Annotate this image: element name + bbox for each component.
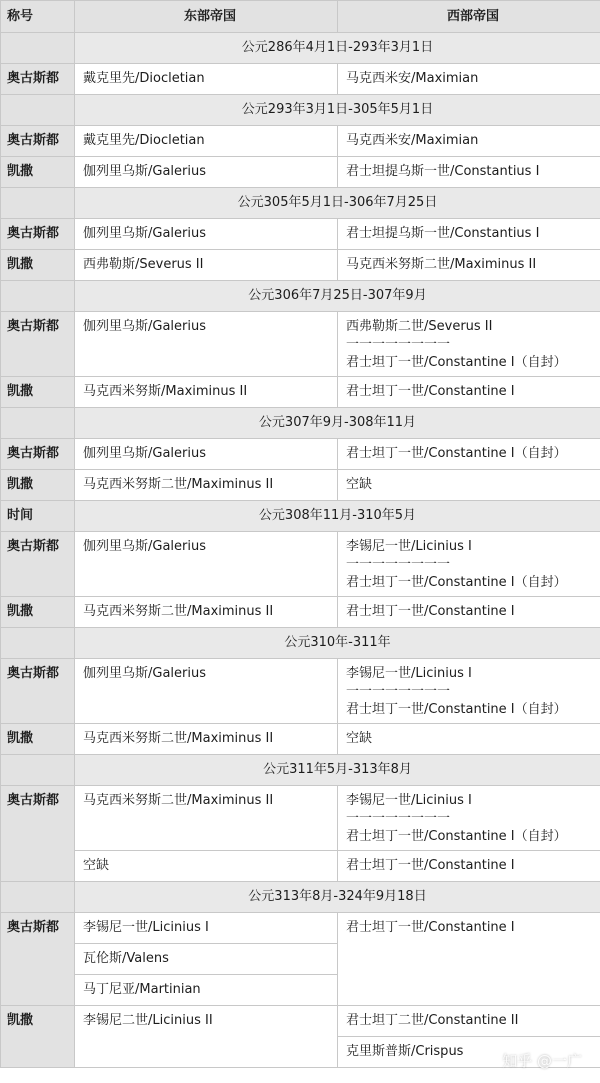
east-cell: 马丁尼亚/Martinian: [75, 975, 338, 1006]
row-label: 奥古斯都: [1, 219, 75, 250]
period-text: 公元308年11月-310年5月: [75, 501, 600, 532]
east-cell: 马克西米努斯/Maximinus II: [75, 377, 338, 408]
east-cell: 戴克里先/Diocletian: [75, 64, 338, 95]
east-cell: 李锡尼一世/Licinius I: [75, 913, 338, 944]
row-label: 奥古斯都: [1, 312, 75, 377]
west-cell: 君士坦丁一世/Constantine I: [338, 913, 600, 1006]
cell-line: 李锡尼一世/Licinius I: [346, 666, 472, 681]
period-row: [1, 628, 600, 659]
west-cell: [338, 786, 600, 851]
west-cell: 马克西米努斯二世/Maximinus II: [338, 250, 600, 281]
west-cell: [338, 659, 600, 724]
table-row: [1, 126, 600, 157]
row-label: 奥古斯都: [1, 64, 75, 95]
row-label: [1, 33, 75, 64]
east-cell: 马克西米努斯二世/Maximinus II: [75, 786, 338, 851]
row-label: [1, 628, 75, 659]
east-cell: 马克西米努斯二世/Maximinus II: [75, 470, 338, 501]
west-cell: 君士坦丁一世/Constantine I: [338, 377, 600, 408]
row-label: 凯撒: [1, 1006, 75, 1068]
row-label: 奥古斯都: [1, 786, 75, 882]
west-cell: [338, 312, 600, 377]
row-label: [1, 281, 75, 312]
west-cell: 君士坦提乌斯一世/Constantius I: [338, 157, 600, 188]
row-label: 奥古斯都: [1, 913, 75, 1006]
table-row: [1, 470, 600, 501]
period-text: 公元310年-311年: [75, 628, 600, 659]
row-label: [1, 188, 75, 219]
west-cell: 空缺: [338, 470, 600, 501]
table-row: [1, 250, 600, 281]
east-cell: 伽列里乌斯/Galerius: [75, 659, 338, 724]
table-row: [1, 64, 600, 95]
east-cell: 戴克里先/Diocletian: [75, 126, 338, 157]
header-title: 称号: [1, 1, 75, 33]
cell-line: 君士坦丁一世/Constantine I（自封）: [346, 829, 567, 844]
table-row: [1, 724, 600, 755]
row-label: [1, 755, 75, 786]
row-label: 凯撒: [1, 157, 75, 188]
row-label: [1, 408, 75, 439]
period-text: 公元306年7月25日-307年9月: [75, 281, 600, 312]
east-cell: 马克西米努斯二世/Maximinus II: [75, 597, 338, 628]
cell-line: 君士坦丁一世/Constantine I（自封）: [346, 575, 567, 590]
east-cell: 马克西米努斯二世/Maximinus II: [75, 724, 338, 755]
row-label: 奥古斯都: [1, 126, 75, 157]
cell-line: 君士坦丁一世/Constantine I（自封）: [346, 355, 567, 370]
west-cell: 马克西米安/Maximian: [338, 64, 600, 95]
table-row: [1, 157, 600, 188]
table-header-row: [1, 1, 600, 33]
cell-line: 一一一一一一一一: [346, 684, 451, 699]
row-label: 奥古斯都: [1, 439, 75, 470]
table-row: [1, 377, 600, 408]
period-text: 公元313年8月-324年9月18日: [75, 882, 600, 913]
table-row: [1, 597, 600, 628]
table-row: [1, 786, 600, 851]
east-cell: 空缺: [75, 851, 338, 882]
west-cell: 君士坦提乌斯一世/Constantius I: [338, 219, 600, 250]
row-label: 凯撒: [1, 470, 75, 501]
west-cell: 克里斯普斯/Crispus: [338, 1037, 600, 1068]
table-row: [1, 1006, 600, 1037]
west-cell: 君士坦丁一世/Constantine I: [338, 851, 600, 882]
cell-line: 李锡尼一世/Licinius I: [346, 539, 472, 554]
table-row: [1, 659, 600, 724]
row-label: 时间: [1, 501, 75, 532]
period-row: [1, 33, 600, 64]
table-row: [1, 913, 600, 944]
east-cell: 伽列里乌斯/Galerius: [75, 312, 338, 377]
period-text: 公元286年4月1日-293年3月1日: [75, 33, 600, 64]
header-east: 东部帝国: [75, 1, 338, 33]
cell-line: 西弗勒斯二世/Severus II: [346, 319, 493, 334]
east-cell: 李锡尼二世/Licinius II: [75, 1006, 338, 1068]
west-cell: 君士坦丁一世/Constantine I（自封）: [338, 439, 600, 470]
row-label: [1, 882, 75, 913]
table-row: [1, 312, 600, 377]
cell-line: 君士坦丁一世/Constantine I（自封）: [346, 702, 567, 717]
west-cell: 马克西米安/Maximian: [338, 126, 600, 157]
watermark: 知乎 @一广: [502, 1052, 582, 1070]
table-row: [1, 851, 600, 882]
period-row: [1, 882, 600, 913]
table-row: [1, 439, 600, 470]
row-label: 凯撒: [1, 724, 75, 755]
period-row: [1, 95, 600, 126]
east-cell: 伽列里乌斯/Galerius: [75, 219, 338, 250]
period-row: [1, 188, 600, 219]
west-cell: 君士坦丁一世/Constantine I: [338, 597, 600, 628]
table-row: [1, 532, 600, 597]
row-label: [1, 95, 75, 126]
east-cell: 瓦伦斯/Valens: [75, 944, 338, 975]
row-label: 凯撒: [1, 597, 75, 628]
east-cell: 伽列里乌斯/Galerius: [75, 532, 338, 597]
period-text: 公元293年3月1日-305年5月1日: [75, 95, 600, 126]
period-text: 公元305年5月1日-306年7月25日: [75, 188, 600, 219]
west-cell: [338, 532, 600, 597]
east-cell: 伽列里乌斯/Galerius: [75, 439, 338, 470]
period-row: [1, 501, 600, 532]
row-label: 奥古斯都: [1, 659, 75, 724]
period-row: [1, 408, 600, 439]
cell-line: 一一一一一一一一: [346, 557, 451, 572]
period-text: 公元311年5月-313年8月: [75, 755, 600, 786]
west-cell: 君士坦丁二世/Constantine II: [338, 1006, 600, 1037]
cell-line: 一一一一一一一一: [346, 811, 451, 826]
row-label: 凯撒: [1, 377, 75, 408]
period-row: [1, 755, 600, 786]
west-cell: 空缺: [338, 724, 600, 755]
table-body: [1, 33, 600, 1068]
header-west: 西部帝国: [338, 1, 600, 33]
east-cell: 伽列里乌斯/Galerius: [75, 157, 338, 188]
period-text: 公元307年9月-308年11月: [75, 408, 600, 439]
table-row: [1, 219, 600, 250]
period-row: [1, 281, 600, 312]
cell-line: 李锡尼一世/Licinius I: [346, 793, 472, 808]
row-label: 凯撒: [1, 250, 75, 281]
cell-line: 一一一一一一一一: [346, 337, 451, 352]
east-cell: 西弗勒斯/Severus II: [75, 250, 338, 281]
row-label: 奥古斯都: [1, 532, 75, 597]
